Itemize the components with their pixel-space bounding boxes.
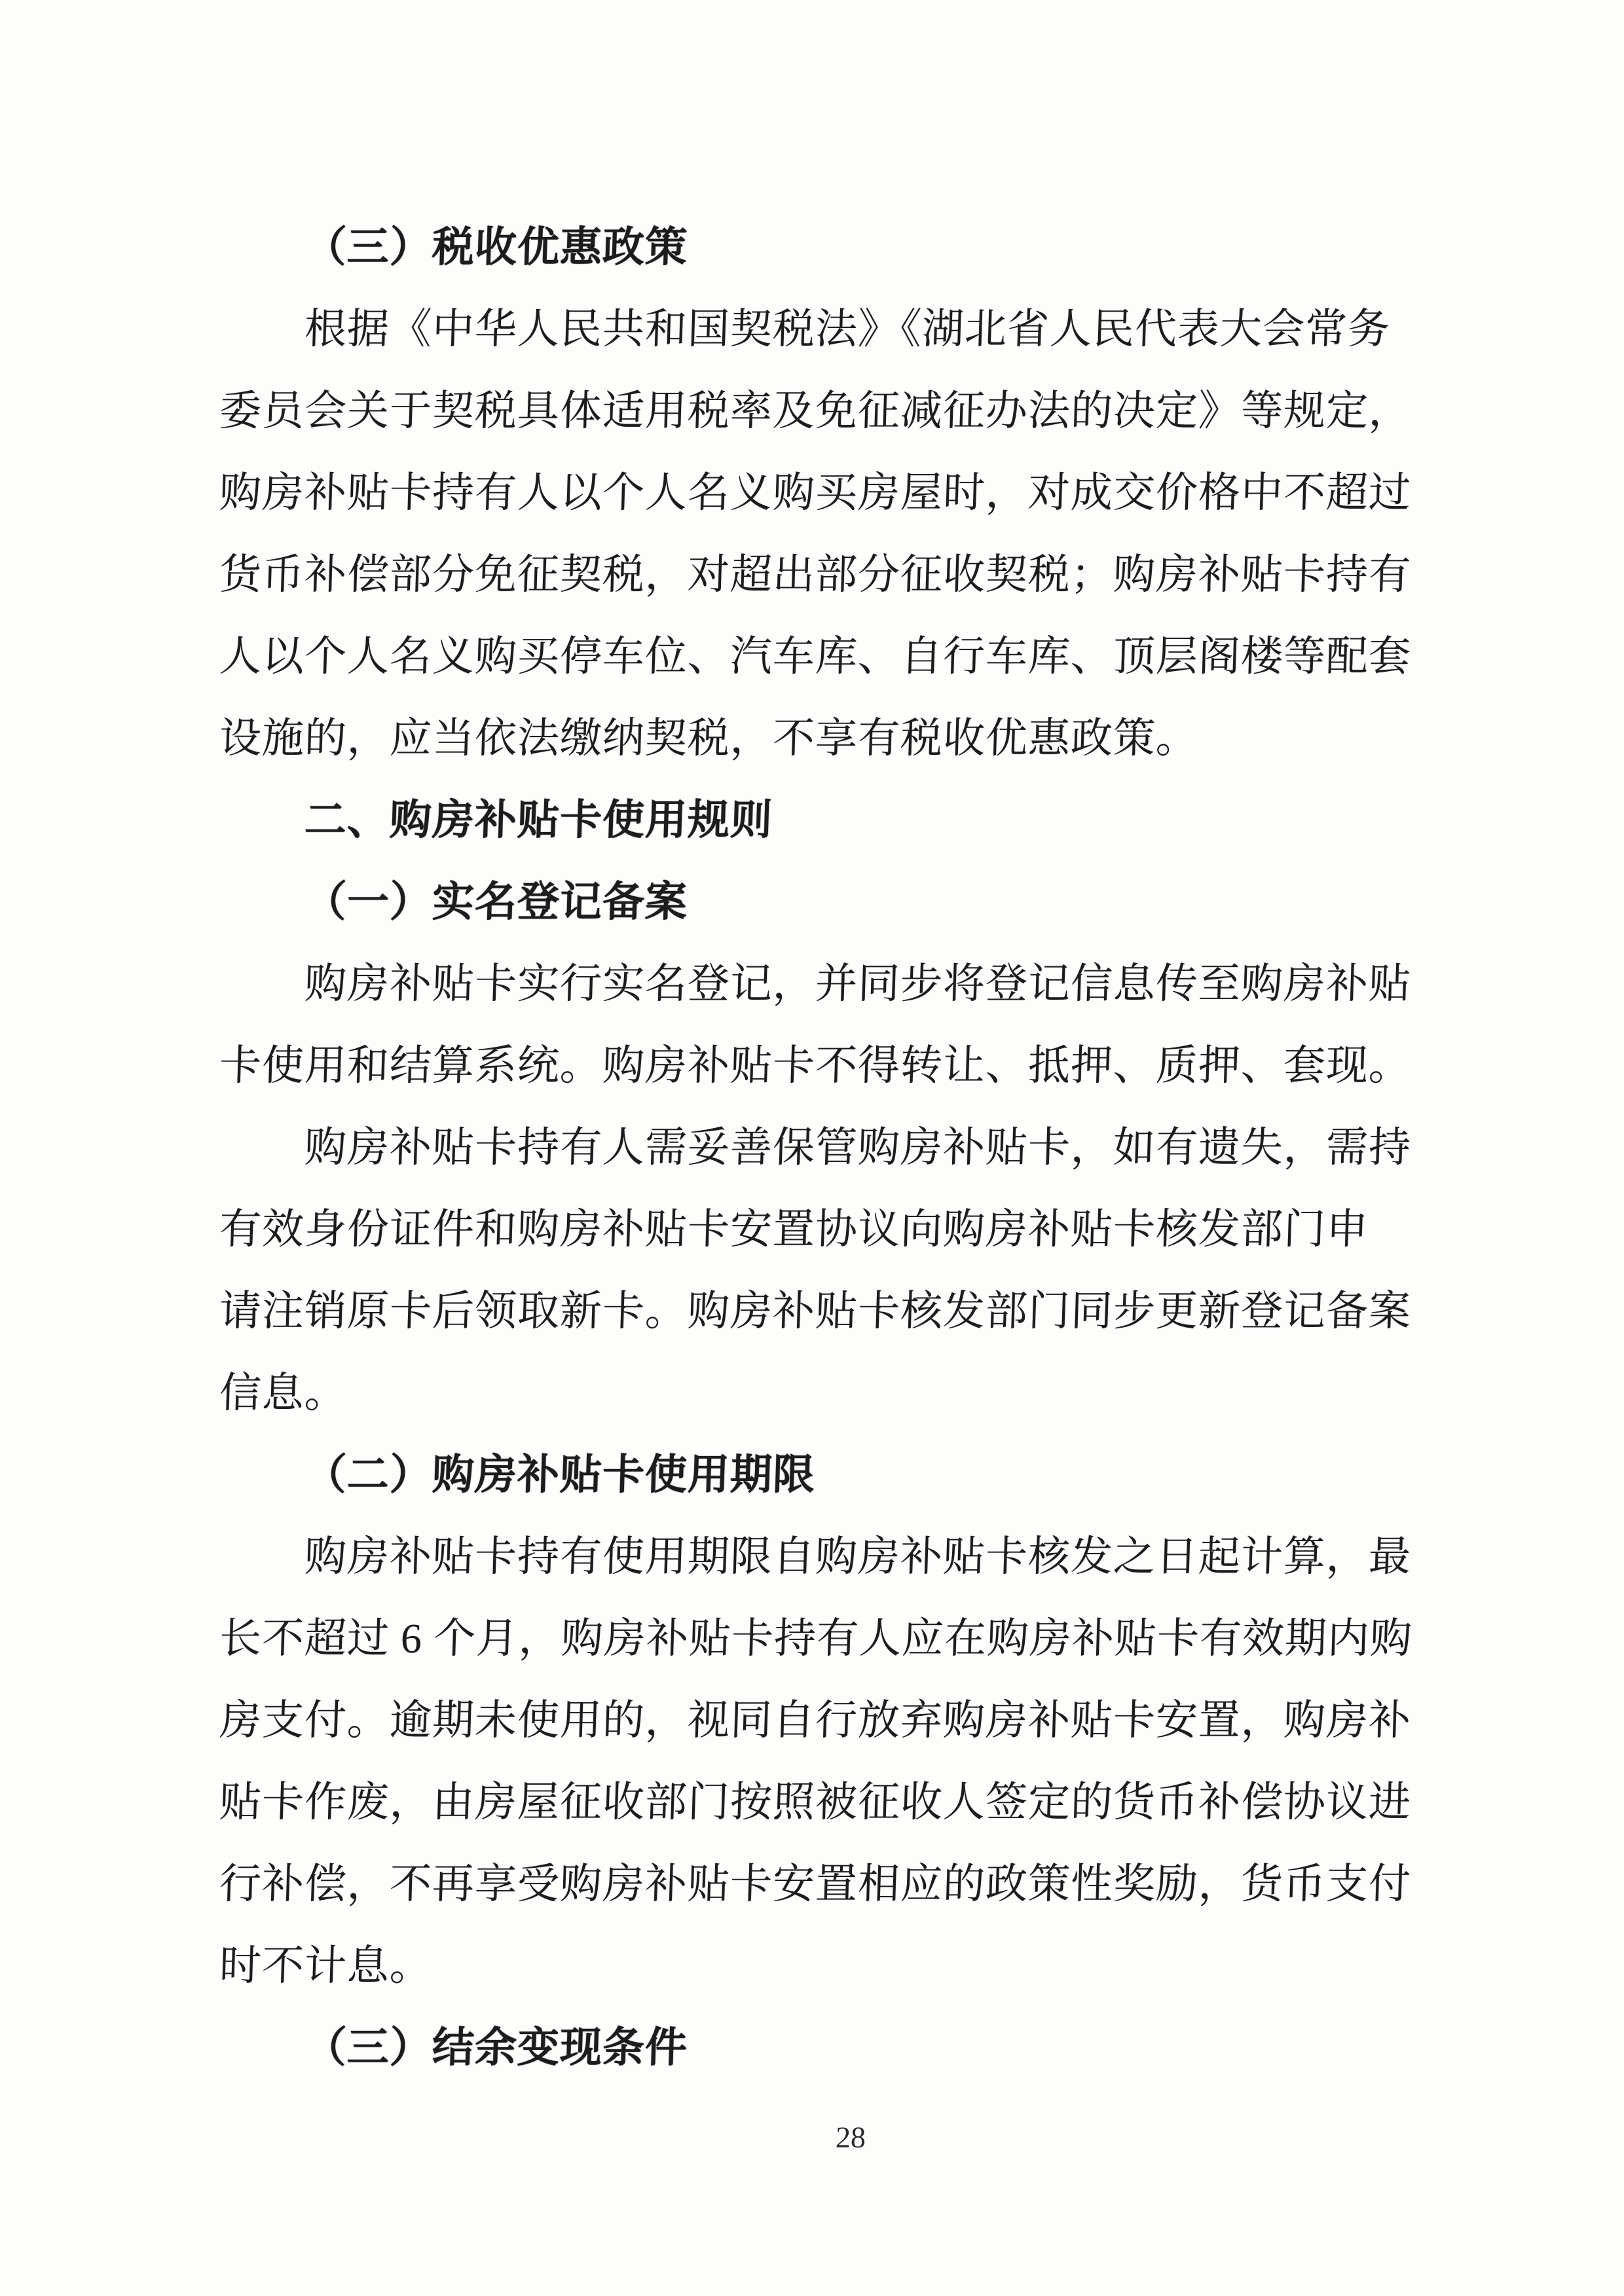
- text-line: 有效身份证件和购房补贴卡安置协议向购房补贴卡核发部门申: [218, 1206, 1370, 1252]
- document-body: [219, 206, 1431, 2088]
- text-line: 购房补贴卡持有使用期限自购房补贴卡核发之日起计算，最: [303, 1533, 1412, 1580]
- text-line: 时不计息。: [218, 1942, 434, 1989]
- text-line: 长不超过 6 个月，购房补贴卡持有人应在购房补贴卡有效期内购: [218, 1615, 1414, 1662]
- section-heading: （二）购房补贴卡使用期限: [303, 1451, 817, 1498]
- text-line: 购房补贴卡持有人需妥善保管购房补贴卡，如有遗失，需持: [303, 1124, 1412, 1171]
- text-line: 请注销原卡后领取新卡。购房补贴卡核发部门同步更新登记备案: [218, 1288, 1412, 1334]
- text-line: 贴卡作废，由房屋征收部门按照被征收人签定的货币补偿协议进: [218, 1779, 1412, 1825]
- page-number: 28: [835, 2121, 866, 2154]
- section-heading: （一）实名登记备案: [303, 879, 689, 925]
- text-line: 卡使用和结算系统。购房补贴卡不得转让、抵押、质押、套现。: [218, 1042, 1412, 1089]
- text-line: 行补偿，不再享受购房补贴卡安置相应的政策性奖励，货币支付: [218, 1861, 1412, 1907]
- text-line: 设施的，应当依法缴纳契税，不享有税收优惠政策。: [218, 715, 1200, 761]
- text-line: 货币补偿部分免征契税，对超出部分征收契税；购房补贴卡持有: [218, 551, 1412, 598]
- text-line: 房支付。逾期未使用的，视同自行放弃购房补贴卡安置，购房补: [218, 1697, 1412, 1743]
- text-line: 购房补贴卡实行实名登记，并同步将登记信息传至购房补贴: [303, 960, 1412, 1007]
- text-line: 信息。: [218, 1370, 348, 1416]
- section-heading: （三）结余变现条件: [303, 2024, 689, 2071]
- text-line: 委员会关于契税具体适用税率及免征减征办法的决定》等规定，: [218, 388, 1412, 434]
- text-line: 根据《中华人民共和国契税法》《湖北省人民代表大会常务: [303, 306, 1392, 352]
- section-heading: （三）税收优惠政策: [303, 224, 689, 270]
- text-line: 购房补贴卡持有人以个人名义购买房屋时，对成交价格中不超过: [218, 469, 1412, 516]
- section-heading: 二、购房补贴卡使用规则: [303, 797, 774, 843]
- text-line: 人以个人名义购买停车位、汽车库、自行车库、顶层阁楼等配套: [218, 633, 1412, 680]
